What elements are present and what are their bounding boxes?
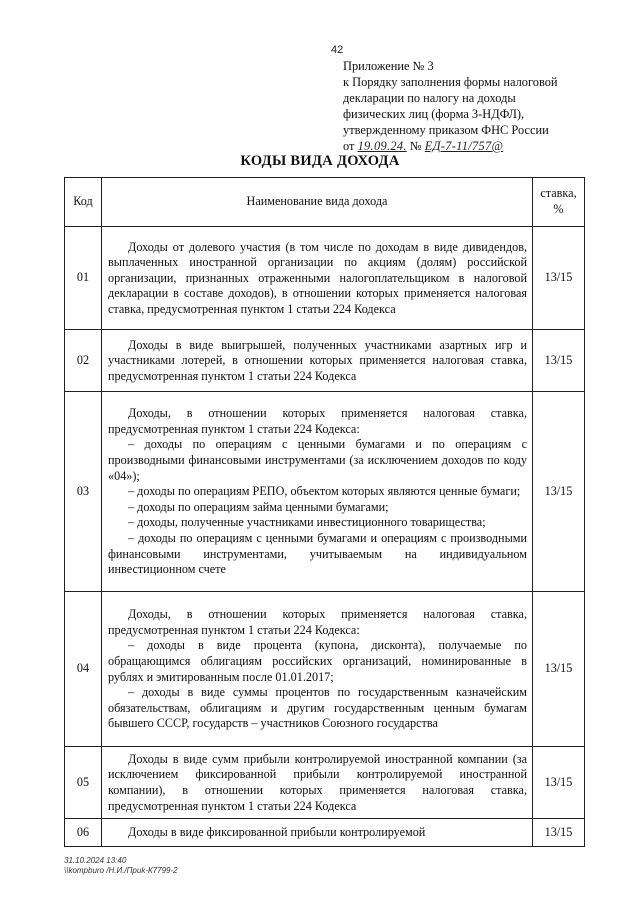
row-rate: 13/15 <box>533 747 585 819</box>
description-paragraph: – доходы по операциям с ценными бумагами и по операциям с производными финансовыми инструментами (за исключением доходов по коду «04»); <box>108 437 527 483</box>
table-row <box>65 747 585 819</box>
header-code: Код <box>65 178 102 227</box>
description-paragraph: Доходы в виде выигрышей, полученных участниками азартных игр и участниками лотерей, в отношении которых применяется налоговая ставка, предусмотренная пунктом 1 статьи 224 Кодекса <box>108 337 527 383</box>
row-code: 03 <box>65 392 102 592</box>
row-description <box>102 392 533 592</box>
appendix-line: физических лиц (форма 3-НДФЛ), <box>343 107 525 121</box>
table-header-row <box>65 178 585 227</box>
order-date: 19.09.24. <box>357 139 407 153</box>
row-description <box>102 227 533 330</box>
row-rate: 13/15 <box>533 227 585 330</box>
description-paragraph: – доходы по операциям займа ценными бумагами; <box>128 499 389 514</box>
order-prefix: от <box>343 139 355 153</box>
table-row <box>65 227 585 330</box>
appendix-block <box>343 58 583 154</box>
table-row <box>65 592 585 747</box>
description-paragraph: Доходы в виде фиксированной прибыли контролируемой <box>128 825 426 840</box>
row-code: 04 <box>65 592 102 747</box>
appendix-line: к Порядку заполнения формы налоговой <box>343 75 558 89</box>
order-number-label: № <box>409 139 422 153</box>
footer-ref: \\kompburo /Н.И./Приk-К7799-2 <box>64 866 178 875</box>
appendix-line: Приложение № 3 <box>343 59 434 73</box>
description-paragraph: Доходы в виде сумм прибыли контролируемой иностранной компании (за исключением фиксированной прибыли контролируемой иностранной компании), в отношении которых применяется налоговая ставка, предусмотренная пунктом 1 статьи 224 Кодекса <box>108 751 527 813</box>
row-description <box>102 592 533 747</box>
row-description <box>102 747 533 819</box>
row-rate: 13/15 <box>533 592 585 747</box>
description-paragraph: – доходы в виде процента (купона, дисконта), получаемые по обращающимся облигациям российских организаций, номинированные в рублях и эмитированным после 01.01.2017; <box>108 638 527 684</box>
row-code: 06 <box>65 819 102 847</box>
description-paragraph: – доходы в виде суммы процентов по государственным казначейским обязательствам, облигациям и другим государственным ценным бумагам бывшего СССР, государств – участников Союзного государства <box>108 685 527 731</box>
row-code: 02 <box>65 330 102 392</box>
row-code: 05 <box>65 747 102 819</box>
order-number: ЕД-7-11/757@ <box>424 139 504 153</box>
document-title: КОДЫ ВИДА ДОХОДА <box>240 153 400 169</box>
description-paragraph: – доходы по операциям с ценными бумагами и операциям с производными финансовыми инструментами, учитываемым на индивидуальном инвестиционном счете <box>108 530 527 577</box>
row-code: 01 <box>65 227 102 330</box>
order-line <box>343 138 583 154</box>
header-rate: ставка, % <box>533 178 585 227</box>
income-codes-table <box>64 177 585 847</box>
appendix-line: декларации по налогу на доходы <box>343 91 516 105</box>
page-number: 42 <box>331 44 344 56</box>
row-rate: 13/15 <box>533 330 585 392</box>
description-paragraph: Доходы, в отношении которых применяется налоговая ставка, предусмотренная пунктом 1 статьи 224 Кодекса: <box>108 406 527 436</box>
description-paragraph: – доходы по операциям РЕПО, объектом которых являются ценные бумаги; <box>128 484 521 499</box>
row-rate: 13/15 <box>533 392 585 592</box>
table-row <box>65 392 585 592</box>
description-paragraph: Доходы, в отношении которых применяется налоговая ставка, предусмотренная пунктом 1 статьи 224 Кодекса: <box>108 607 527 637</box>
appendix-line: утвержденному приказом ФНС России <box>343 123 549 137</box>
row-description <box>102 819 533 847</box>
table-row <box>65 330 585 392</box>
table-row <box>65 819 585 847</box>
description-paragraph: – доходы, полученные участниками инвестиционного товарищества; <box>128 515 486 530</box>
description-paragraph: Доходы от долевого участия (в том числе по доходам в виде дивидендов, выплаченных иностранной организации по акциям (долям) российской организации, признанных отраженными налогоплательщиком в налоговой декларации в составе доходов), в отношении которых применяется налоговая ставка, предусмотренная пунктом 1 статьи 224 Кодекса <box>108 239 527 316</box>
header-name: Наименование вида дохода <box>102 178 533 227</box>
row-rate: 13/15 <box>533 819 585 847</box>
print-footer <box>64 856 178 876</box>
footer-timestamp: 31.10.2024 13:40 <box>64 856 127 865</box>
row-description <box>102 330 533 392</box>
